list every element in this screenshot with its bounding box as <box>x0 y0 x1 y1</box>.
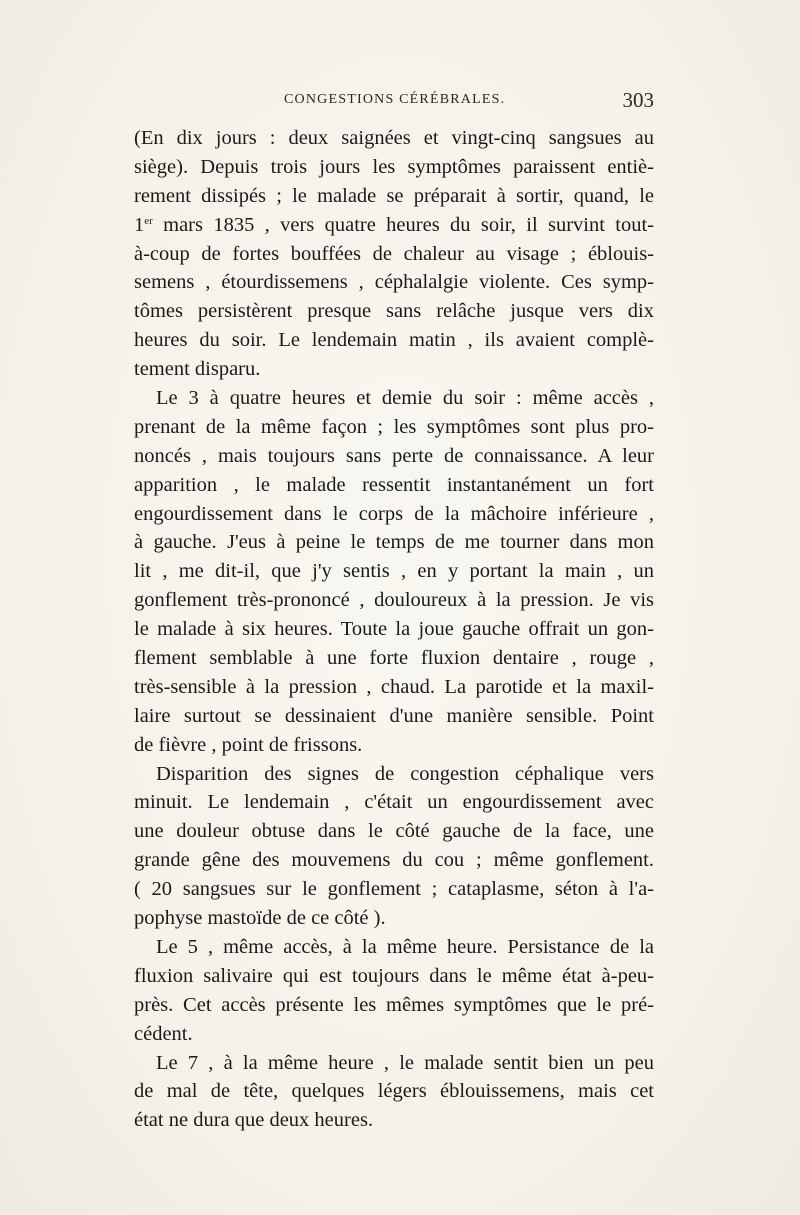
text-line: apparition , le malade ressentit instantanément un fort <box>134 473 654 496</box>
date-numeral: 1 <box>134 213 145 236</box>
text-line: très-sensible à la pression , chaud. La parotide et la maxil- <box>134 675 654 698</box>
text-line: à gauche. J'eus à peine le temps de me tourner dans mon <box>134 531 654 554</box>
text-line: (En dix jours : deux saignées et vingt-cinq sangsues au <box>134 127 654 149</box>
text-line: tement disparu. <box>134 358 261 381</box>
text-line: le malade à six heures. Toute la joue gauche offrait un gon- <box>134 618 654 641</box>
running-title: CONGESTIONS CÉRÉBRALES. <box>284 92 506 107</box>
text-line: semens , étourdissemens , céphalalgie violente. Ces symp- <box>134 271 654 294</box>
text-line: minuit. Le lendemain , c'était un engourdissement avec <box>134 791 654 814</box>
text-line: Le 5 , même accès, à la même heure. Persistance de la <box>156 935 654 958</box>
text-line: siège). Depuis trois jours les symptômes paraissent entiè- <box>134 155 654 178</box>
body-text <box>134 124 654 1135</box>
text-line: de mal de tête, quelques légers éblouissemens, mais cet <box>134 1080 654 1103</box>
text-line: ( 20 sangsues sur le gonflement ; cataplasme, séton à l'a- <box>134 878 654 901</box>
text-line: état ne dura que deux heures. <box>134 1109 374 1132</box>
text-line: cédent. <box>134 1022 193 1045</box>
text-line: prenant de la même façon ; les symptômes sont plus pro- <box>134 415 654 438</box>
text-line: tômes persistèrent presque sans relâche jusque vers dix <box>134 300 654 323</box>
text-line: une douleur obtuse dans le côté gauche de la face, une <box>134 820 654 843</box>
text-line: de fièvre , point de frissons. <box>134 733 363 756</box>
line-text: mars 1835 , vers quatre heures du soir, il survint tout- <box>152 213 654 236</box>
text-line: rement dissipés ; le malade se préparait à sortir, quand, le <box>134 184 654 207</box>
text-line: Le 7 , à la même heure , le malade sentit bien un peu <box>156 1051 654 1074</box>
text-line: près. Cet accès présente les mêmes symptômes que le pré- <box>134 993 654 1016</box>
text-line: heures du soir. Le lendemain matin , ils avaient complè- <box>134 329 654 352</box>
text-line: gonflement très-prononcé , douloureux à la pression. Je vis <box>134 589 654 612</box>
text-line: Le 3 à quatre heures et demie du soir : même accès , <box>156 387 654 410</box>
text-line: noncés , mais toujours sans perte de connaissance. A leur <box>134 444 654 467</box>
text-line: laire surtout se dessinaient d'une manière sensible. Point <box>134 704 654 727</box>
text-line: flement semblable à une forte fluxion dentaire , rouge , <box>134 647 654 670</box>
ordinal-superscript: er <box>144 214 153 227</box>
text-line: engourdissement dans le corps de la mâchoire inférieure , <box>134 502 654 525</box>
text-line: à-coup de fortes bouffées de chaleur au visage ; éblouis- <box>134 242 654 265</box>
text-line: fluxion salivaire qui est toujours dans le même état à-peu- <box>134 964 654 987</box>
text-line: lit , me dit-il, que j'y sentis , en y portant la main , un <box>134 560 654 583</box>
page-number: 303 <box>622 88 654 112</box>
running-head <box>134 88 654 116</box>
text-line: grande gêne des mouvemens du cou ; même gonflement. <box>134 849 654 872</box>
text-line: Disparition des signes de congestion céphalique vers <box>156 762 654 785</box>
text-line: pophyse mastoïde de ce côté ). <box>134 907 386 930</box>
text-line <box>134 211 654 240</box>
